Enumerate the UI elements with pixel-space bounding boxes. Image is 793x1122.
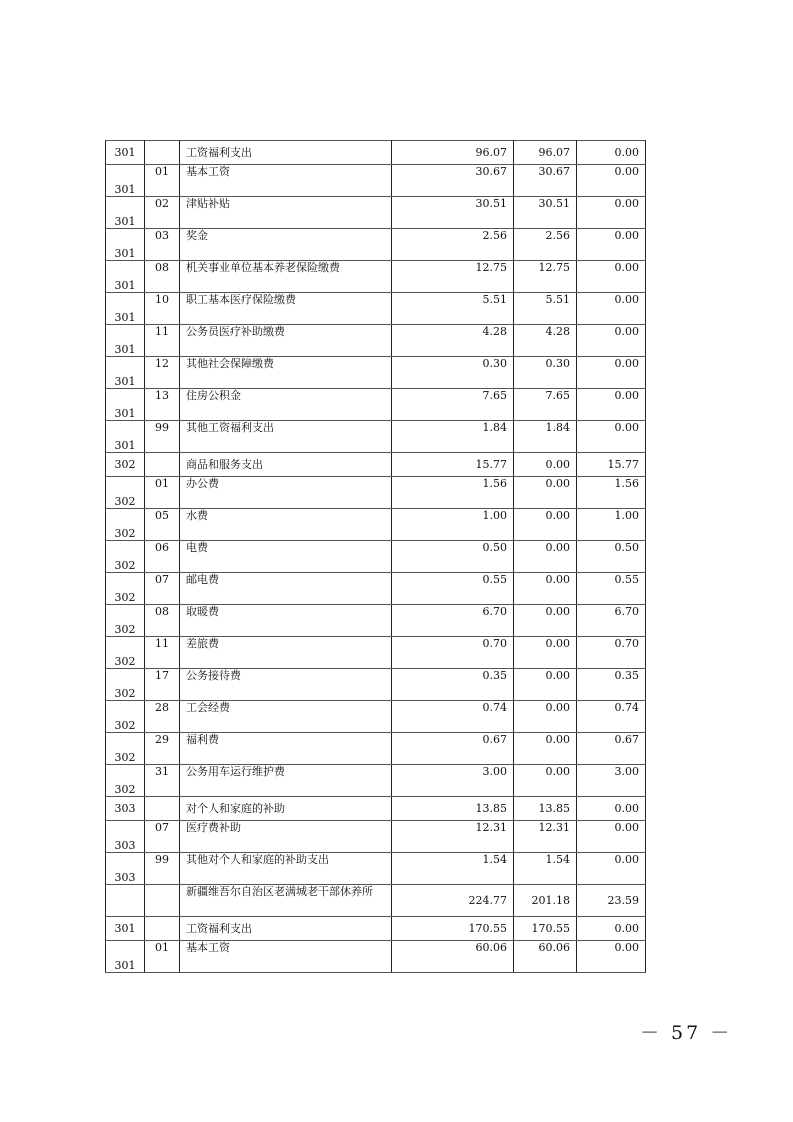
item-name-cell: 其他对个人和家庭的补助支出 <box>180 853 392 885</box>
subcode-cell: 07 <box>145 573 180 605</box>
category-code-cell: 301 <box>106 165 145 197</box>
table-row <box>106 509 646 541</box>
subcode-cell <box>145 797 180 821</box>
item-name-cell: 津贴补贴 <box>180 197 392 229</box>
table-row <box>106 941 646 973</box>
basic-amount-cell: 2.56 <box>514 229 577 261</box>
project-amount-cell: 0.67 <box>577 733 646 765</box>
item-name-cell: 新疆维吾尔自治区老满城老干部休养所 <box>180 885 392 917</box>
project-amount-cell: 0.00 <box>577 389 646 421</box>
item-name-cell: 住房公积金 <box>180 389 392 421</box>
subcode-cell: 11 <box>145 637 180 669</box>
category-row <box>106 797 646 821</box>
subcode-cell <box>145 141 180 165</box>
project-amount-cell: 3.00 <box>577 765 646 797</box>
table-row <box>106 573 646 605</box>
subcode-cell: 01 <box>145 165 180 197</box>
subcode-cell <box>145 917 180 941</box>
total-amount-cell: 0.30 <box>392 357 514 389</box>
table-row <box>106 733 646 765</box>
total-amount-cell: 7.65 <box>392 389 514 421</box>
project-amount-cell: 0.00 <box>577 821 646 853</box>
project-amount-cell: 0.70 <box>577 637 646 669</box>
item-name-cell: 医疗费补助 <box>180 821 392 853</box>
total-amount-cell: 1.84 <box>392 421 514 453</box>
basic-amount-cell: 1.84 <box>514 421 577 453</box>
item-name-cell: 水费 <box>180 509 392 541</box>
total-amount-cell: 1.54 <box>392 853 514 885</box>
total-amount-cell: 0.67 <box>392 733 514 765</box>
item-name-cell: 办公费 <box>180 477 392 509</box>
category-code-cell: 302 <box>106 541 145 573</box>
total-amount-cell: 1.00 <box>392 509 514 541</box>
budget-table <box>105 140 646 973</box>
basic-amount-cell: 30.51 <box>514 197 577 229</box>
item-name-cell: 公务用车运行维护费 <box>180 765 392 797</box>
total-amount-cell: 3.00 <box>392 765 514 797</box>
item-name-cell: 福利费 <box>180 733 392 765</box>
total-amount-cell: 6.70 <box>392 605 514 637</box>
table-row <box>106 229 646 261</box>
total-amount-cell: 5.51 <box>392 293 514 325</box>
subcode-cell: 12 <box>145 357 180 389</box>
category-code-cell: 303 <box>106 853 145 885</box>
basic-amount-cell: 0.00 <box>514 669 577 701</box>
project-amount-cell: 0.00 <box>577 853 646 885</box>
basic-amount-cell: 0.00 <box>514 637 577 669</box>
table-row <box>106 389 646 421</box>
project-amount-cell: 0.00 <box>577 293 646 325</box>
subcode-cell <box>145 453 180 477</box>
subcode-cell: 99 <box>145 421 180 453</box>
total-amount-cell: 0.70 <box>392 637 514 669</box>
item-name-cell: 取暖费 <box>180 605 392 637</box>
project-amount-cell: 0.50 <box>577 541 646 573</box>
category-code-cell: 301 <box>106 261 145 293</box>
basic-amount-cell: 0.00 <box>514 453 577 477</box>
table-row <box>106 821 646 853</box>
subcode-cell: 28 <box>145 701 180 733</box>
basic-amount-cell: 0.00 <box>514 605 577 637</box>
subcode-cell: 31 <box>145 765 180 797</box>
basic-amount-cell: 0.00 <box>514 701 577 733</box>
category-code-cell: 301 <box>106 325 145 357</box>
subcode-cell: 17 <box>145 669 180 701</box>
project-amount-cell: 0.35 <box>577 669 646 701</box>
item-name-cell: 奖金 <box>180 229 392 261</box>
basic-amount-cell: 30.67 <box>514 165 577 197</box>
project-amount-cell: 0.55 <box>577 573 646 605</box>
page-number: － 57 － <box>640 1022 733 1044</box>
basic-amount-cell: 60.06 <box>514 941 577 973</box>
item-name-cell: 职工基本医疗保险缴费 <box>180 293 392 325</box>
category-code-cell: 301 <box>106 389 145 421</box>
subcode-cell: 99 <box>145 853 180 885</box>
project-amount-cell: 0.00 <box>577 141 646 165</box>
total-amount-cell: 0.50 <box>392 541 514 573</box>
category-code-cell: 301 <box>106 941 145 973</box>
subcode-cell: 01 <box>145 477 180 509</box>
total-amount-cell: 0.35 <box>392 669 514 701</box>
category-code-cell: 302 <box>106 701 145 733</box>
table-row <box>106 261 646 293</box>
category-code-cell: 301 <box>106 357 145 389</box>
total-amount-cell: 0.55 <box>392 573 514 605</box>
category-code-cell: 302 <box>106 765 145 797</box>
basic-amount-cell: 0.00 <box>514 541 577 573</box>
total-amount-cell: 0.74 <box>392 701 514 733</box>
item-name-cell: 其他工资福利支出 <box>180 421 392 453</box>
project-amount-cell: 0.00 <box>577 941 646 973</box>
total-amount-cell: 60.06 <box>392 941 514 973</box>
subcode-cell: 29 <box>145 733 180 765</box>
table-row <box>106 853 646 885</box>
category-code-cell: 302 <box>106 605 145 637</box>
project-amount-cell: 0.00 <box>577 165 646 197</box>
category-code-cell: 302 <box>106 733 145 765</box>
table-row <box>106 701 646 733</box>
table-row <box>106 357 646 389</box>
basic-amount-cell: 0.00 <box>514 765 577 797</box>
category-row <box>106 917 646 941</box>
table-row <box>106 325 646 357</box>
basic-amount-cell: 170.55 <box>514 917 577 941</box>
project-amount-cell: 0.00 <box>577 357 646 389</box>
subcode-cell: 11 <box>145 325 180 357</box>
basic-amount-cell: 7.65 <box>514 389 577 421</box>
subcode-cell: 06 <box>145 541 180 573</box>
subcode-cell: 03 <box>145 229 180 261</box>
category-code-cell: 301 <box>106 293 145 325</box>
category-code-cell: 302 <box>106 573 145 605</box>
total-amount-cell: 1.56 <box>392 477 514 509</box>
item-name-cell: 其他社会保障缴费 <box>180 357 392 389</box>
total-amount-cell: 2.56 <box>392 229 514 261</box>
table-row <box>106 765 646 797</box>
project-amount-cell: 0.00 <box>577 797 646 821</box>
item-name-cell: 工资福利支出 <box>180 141 392 165</box>
basic-amount-cell: 12.75 <box>514 261 577 293</box>
total-amount-cell: 12.31 <box>392 821 514 853</box>
subcode-cell <box>145 885 180 917</box>
basic-amount-cell: 0.00 <box>514 573 577 605</box>
category-code-cell: 303 <box>106 797 145 821</box>
category-code-cell: 302 <box>106 509 145 541</box>
project-amount-cell: 1.56 <box>577 477 646 509</box>
category-code-cell <box>106 885 145 917</box>
project-amount-cell: 0.74 <box>577 701 646 733</box>
basic-amount-cell: 13.85 <box>514 797 577 821</box>
category-code-cell: 302 <box>106 637 145 669</box>
total-amount-cell: 15.77 <box>392 453 514 477</box>
item-name-cell: 工会经费 <box>180 701 392 733</box>
category-row <box>106 453 646 477</box>
basic-amount-cell: 1.54 <box>514 853 577 885</box>
basic-amount-cell: 0.00 <box>514 509 577 541</box>
subcode-cell: 08 <box>145 605 180 637</box>
total-amount-cell: 170.55 <box>392 917 514 941</box>
table-row <box>106 477 646 509</box>
total-amount-cell: 12.75 <box>392 261 514 293</box>
project-amount-cell: 1.00 <box>577 509 646 541</box>
item-name-cell: 工资福利支出 <box>180 917 392 941</box>
project-amount-cell: 0.00 <box>577 261 646 293</box>
total-amount-cell: 13.85 <box>392 797 514 821</box>
project-amount-cell: 23.59 <box>577 885 646 917</box>
category-code-cell: 301 <box>106 197 145 229</box>
basic-amount-cell: 12.31 <box>514 821 577 853</box>
basic-amount-cell: 0.00 <box>514 733 577 765</box>
project-amount-cell: 0.00 <box>577 229 646 261</box>
project-amount-cell: 0.00 <box>577 325 646 357</box>
table-row <box>106 669 646 701</box>
item-name-cell: 基本工资 <box>180 941 392 973</box>
item-name-cell: 商品和服务支出 <box>180 453 392 477</box>
item-name-cell: 对个人和家庭的补助 <box>180 797 392 821</box>
item-name-cell: 公务接待费 <box>180 669 392 701</box>
basic-amount-cell: 5.51 <box>514 293 577 325</box>
subcode-cell: 02 <box>145 197 180 229</box>
table-row <box>106 637 646 669</box>
subcode-cell: 13 <box>145 389 180 421</box>
category-code-cell: 301 <box>106 229 145 261</box>
table-row <box>106 197 646 229</box>
project-amount-cell: 0.00 <box>577 917 646 941</box>
category-code-cell: 302 <box>106 669 145 701</box>
subcode-cell: 10 <box>145 293 180 325</box>
item-name-cell: 基本工资 <box>180 165 392 197</box>
basic-amount-cell: 96.07 <box>514 141 577 165</box>
item-name-cell: 公务员医疗补助缴费 <box>180 325 392 357</box>
item-name-cell: 机关事业单位基本养老保险缴费 <box>180 261 392 293</box>
category-code-cell: 302 <box>106 453 145 477</box>
project-amount-cell: 6.70 <box>577 605 646 637</box>
category-code-cell: 301 <box>106 917 145 941</box>
category-code-cell: 301 <box>106 421 145 453</box>
project-amount-cell: 15.77 <box>577 453 646 477</box>
table-row <box>106 605 646 637</box>
basic-amount-cell: 0.30 <box>514 357 577 389</box>
basic-amount-cell: 4.28 <box>514 325 577 357</box>
item-name-cell: 差旅费 <box>180 637 392 669</box>
total-amount-cell: 4.28 <box>392 325 514 357</box>
table-row <box>106 293 646 325</box>
project-amount-cell: 0.00 <box>577 421 646 453</box>
category-code-cell: 303 <box>106 821 145 853</box>
category-code-cell: 302 <box>106 477 145 509</box>
basic-amount-cell: 201.18 <box>514 885 577 917</box>
table-row <box>106 165 646 197</box>
unit-row <box>106 885 646 917</box>
item-name-cell: 电费 <box>180 541 392 573</box>
total-amount-cell: 224.77 <box>392 885 514 917</box>
subcode-cell: 07 <box>145 821 180 853</box>
category-row <box>106 141 646 165</box>
basic-amount-cell: 0.00 <box>514 477 577 509</box>
subcode-cell: 05 <box>145 509 180 541</box>
total-amount-cell: 96.07 <box>392 141 514 165</box>
table-row <box>106 541 646 573</box>
category-code-cell: 301 <box>106 141 145 165</box>
table-body <box>106 141 646 973</box>
item-name-cell: 邮电费 <box>180 573 392 605</box>
total-amount-cell: 30.67 <box>392 165 514 197</box>
subcode-cell: 08 <box>145 261 180 293</box>
table-row <box>106 421 646 453</box>
subcode-cell: 01 <box>145 941 180 973</box>
project-amount-cell: 0.00 <box>577 197 646 229</box>
total-amount-cell: 30.51 <box>392 197 514 229</box>
